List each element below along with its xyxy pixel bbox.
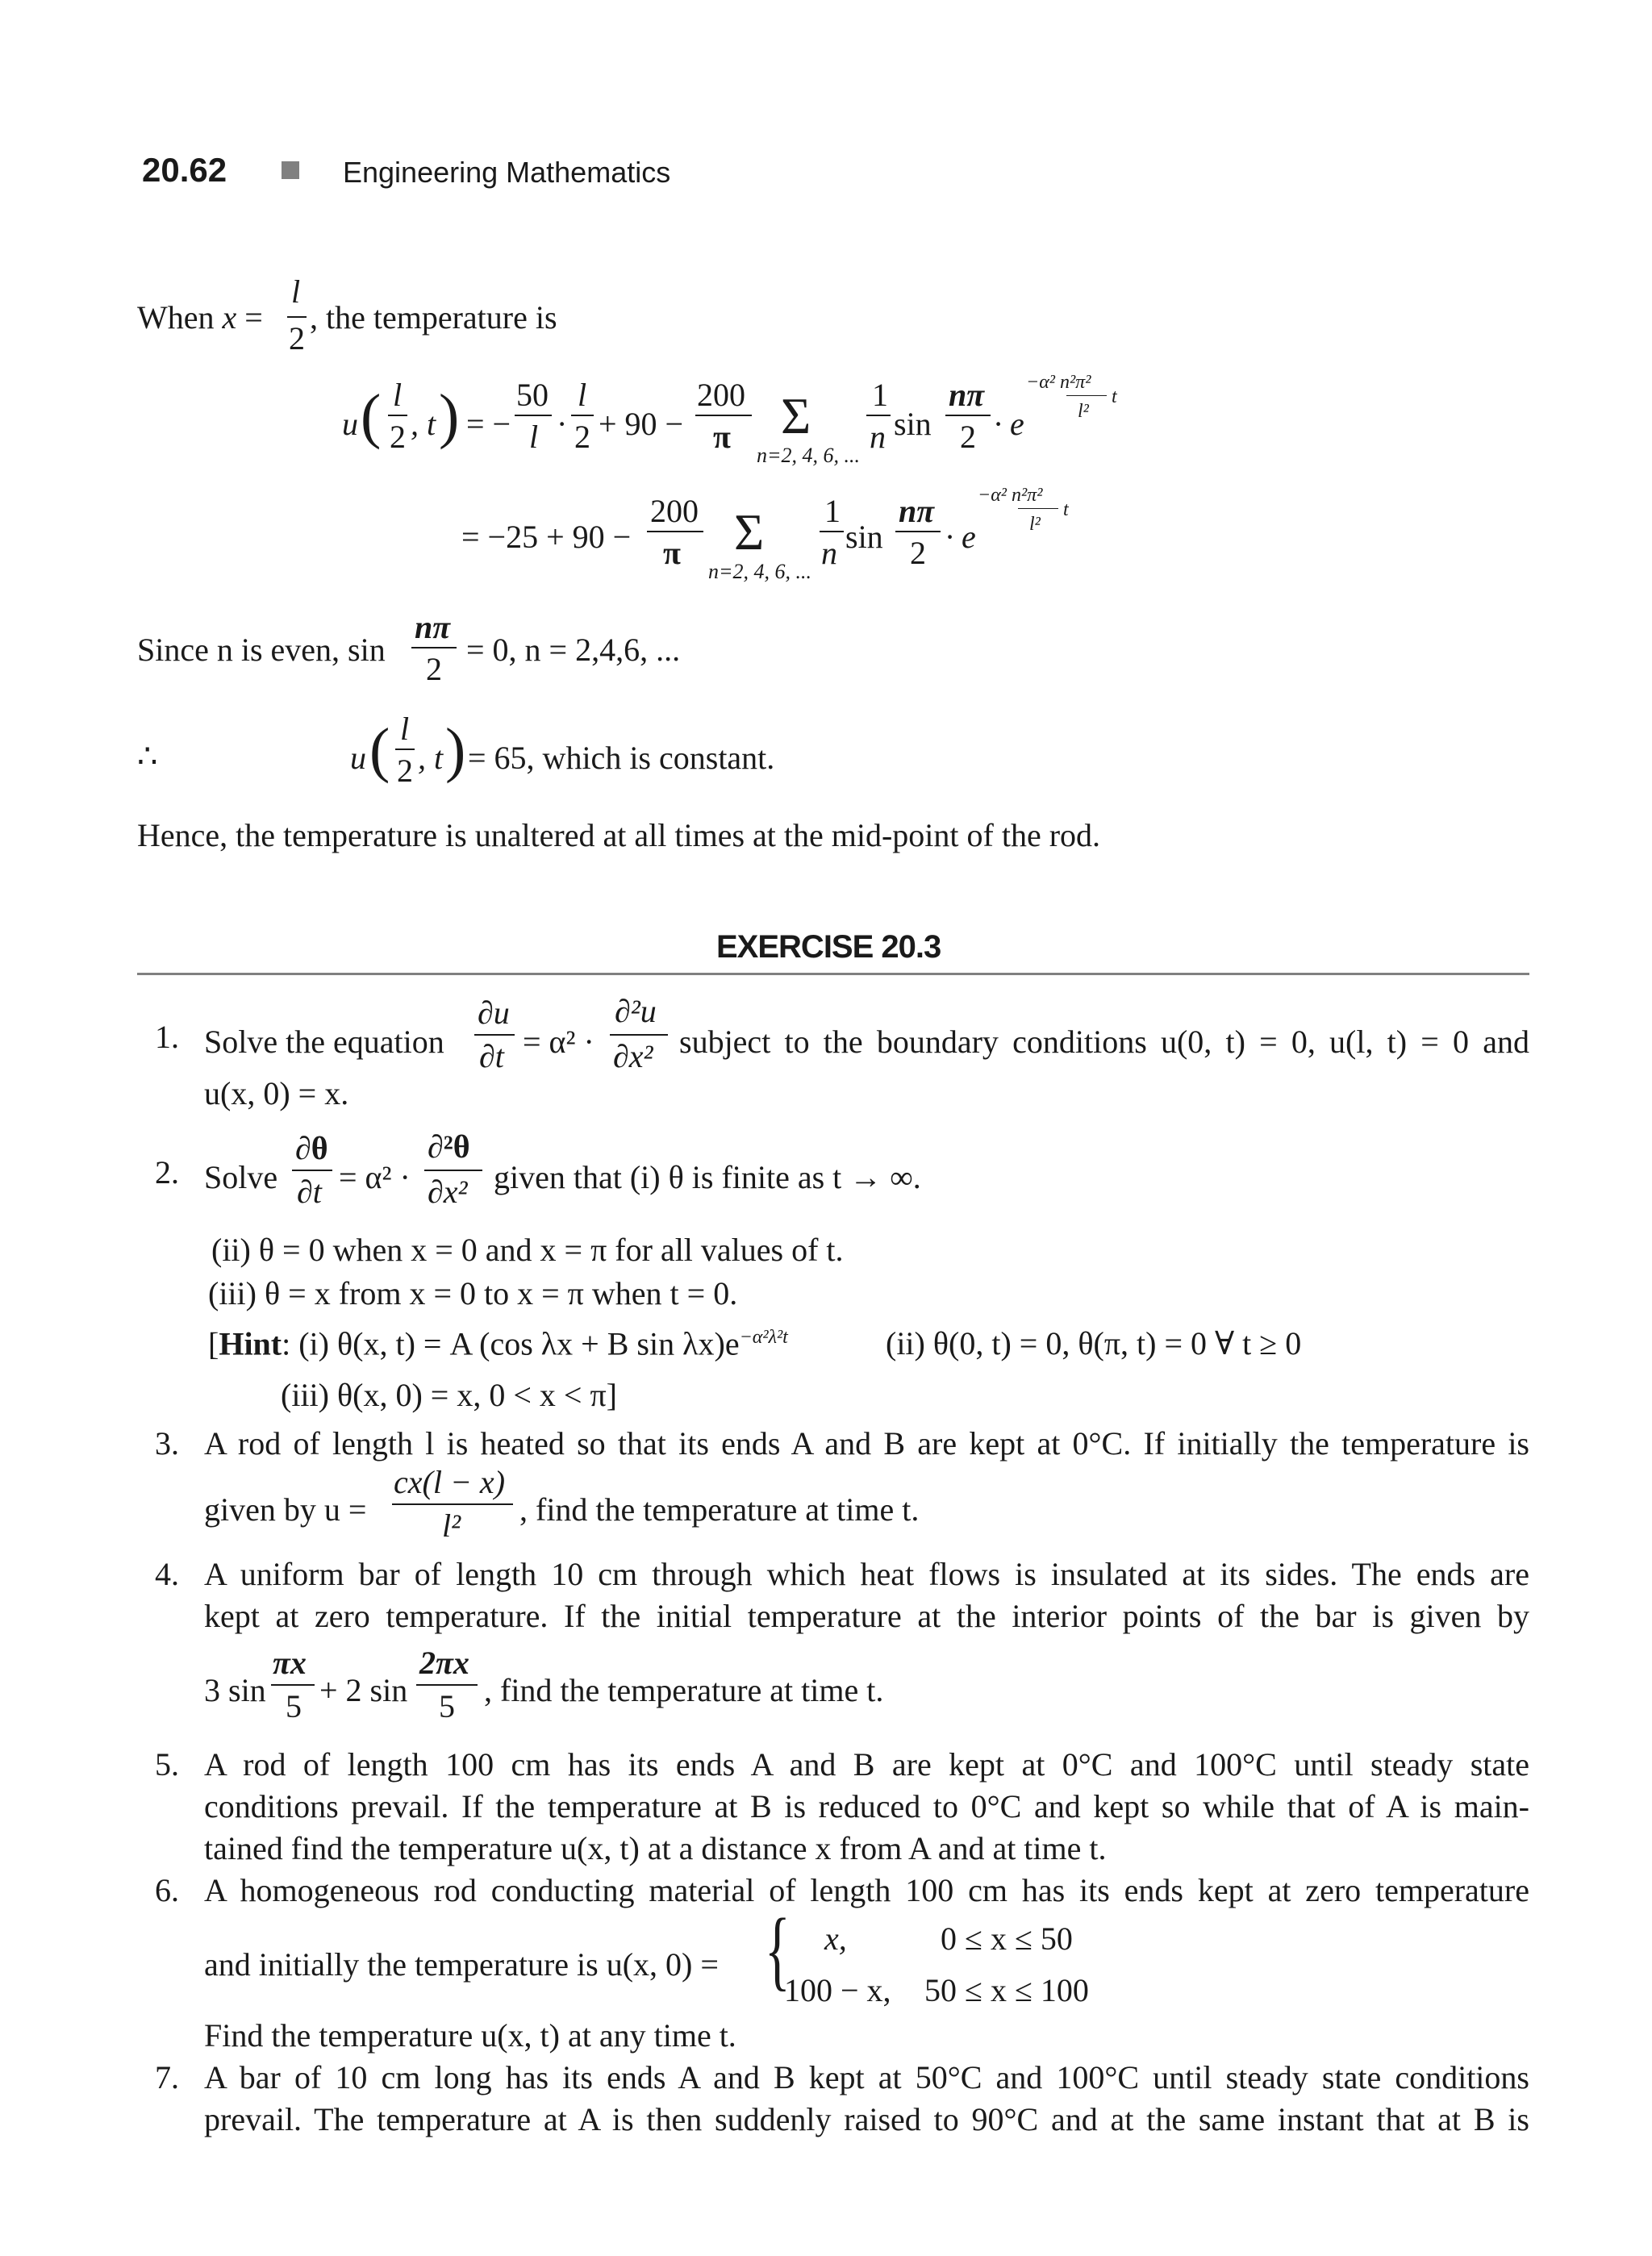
- eq1-l-den: 2: [390, 419, 406, 455]
- p4-five: 5: [439, 1688, 455, 1724]
- p1-dt: ∂t: [479, 1038, 504, 1074]
- since-text: Since n is even, sin: [137, 632, 386, 668]
- p5-line2: conditions prevail. If the temperature at B is reduced to 0°C and kept so while that of A is main-: [204, 1788, 1529, 1824]
- p4-line2: kept at zero temperature. If the initial temperature at the interior points of the bar is given by: [204, 1598, 1529, 1634]
- comma-t: , t: [418, 740, 444, 776]
- exp-den: l²: [1078, 401, 1089, 422]
- fraction-bar: [945, 415, 991, 416]
- p1-lead: Solve the equation: [204, 1024, 444, 1060]
- p7-line2: prevail. The temperature at A is then suddenly raised to 90°C and at the same instant that at B is: [204, 2101, 1529, 2137]
- n-den: n: [870, 419, 886, 455]
- n-den: n: [821, 535, 837, 571]
- since-two: 2: [426, 651, 442, 687]
- p3-line1: A rod of length l is heated so that its ends A and B are kept at 0°C. If initially the temperature is: [204, 1425, 1529, 1462]
- fraction-bar: [895, 531, 941, 532]
- eq1-l-num: l: [393, 377, 403, 413]
- n-pi-den: 2: [910, 535, 926, 571]
- fraction-bar: [474, 1034, 515, 1036]
- fraction-bar: [424, 1170, 482, 1171]
- p2-dtheta: ∂θ: [295, 1130, 328, 1166]
- book-title: Engineering Mathematics: [343, 156, 671, 189]
- problem-number: 1.: [155, 1019, 179, 1055]
- half-l-numerator: l: [291, 273, 301, 310]
- u-symbol: u: [350, 740, 366, 776]
- p6-case2-expr: 100 − x,: [784, 1972, 891, 2008]
- p2-iii: (iii) θ = x from x = 0 to x = π when t = 0.: [208, 1275, 738, 1311]
- p2-hint-line1: [Hint: (i) θ(x, t) = A (cos λx + B $\sin \lambda x)e^{-\alpha^2\lambda^2t}$: [208, 1325, 788, 1362]
- two-hundred-num: 200: [650, 493, 699, 529]
- sin-word: sin: [894, 406, 932, 442]
- p2-dt: ∂t: [297, 1174, 322, 1210]
- pi-den: π: [713, 419, 731, 455]
- plus-ninety: + 90 −: [599, 406, 684, 442]
- since-result: = 0, n = 2,4,6, ...: [466, 632, 681, 668]
- header-square-icon: [282, 161, 299, 179]
- p6-line2: and initially the temperature is u(x, 0) =: [204, 1946, 719, 1983]
- hence-text: Hence, the temperature is unaltered at all times at the mid-point of the rod.: [137, 817, 1101, 853]
- fraction-bar: [515, 415, 552, 416]
- fraction-bar: [271, 1684, 315, 1686]
- n-pi-den: 2: [960, 419, 976, 455]
- therefore-l-den: 2: [397, 753, 413, 789]
- p1-dx2: ∂x²: [613, 1038, 653, 1074]
- p5-line1: A rod of length 100 cm has its ends A and B are kept at 0°C and 100°C until steady state: [204, 1746, 1529, 1783]
- fraction-bar: [1018, 508, 1058, 509]
- two-hundred-num: 200: [697, 377, 745, 413]
- p4-line1: A uniform bar of length 10 cm through which heat flows is insulated at its sides. The ends are: [204, 1556, 1529, 1592]
- exp-t: t: [1063, 499, 1069, 520]
- fraction-bar: [287, 316, 307, 318]
- p1-d2u: ∂²u: [615, 993, 657, 1029]
- p1-line2: u(x, 0) = x.: [204, 1075, 349, 1111]
- sum-index: n=2, 4, 6, ...: [757, 444, 861, 467]
- p1-du: ∂u: [478, 995, 510, 1031]
- p6-case2-cond: 50 ≤ x ≤ 100: [924, 1972, 1089, 2008]
- exercise-title: EXERCISE 20.3: [716, 929, 941, 965]
- p6-line1: A homogeneous rod conducting material of length 100 cm has its ends kept at zero temperature: [204, 1872, 1529, 1908]
- when-label: When x =: [137, 299, 263, 336]
- p4-plus-two-sin: + 2 sin: [319, 1672, 408, 1708]
- l-den-2: 2: [574, 419, 590, 455]
- p3-frac-den: l²: [442, 1507, 461, 1544]
- problem-number: 4.: [155, 1556, 179, 1592]
- p1-eq: = α² ·: [523, 1024, 594, 1060]
- u-symbol: u: [342, 406, 358, 442]
- p2-dx2: ∂x²: [428, 1174, 468, 1210]
- temperature-is-text: , the temperature is: [310, 299, 557, 336]
- problem-number: 5.: [155, 1746, 179, 1783]
- p2-eq: = α² ·: [339, 1159, 411, 1195]
- fraction-bar: [695, 415, 752, 416]
- p2-rest: given that (i) θ is finite as t → ∞.: [494, 1159, 921, 1195]
- fraction-bar: [392, 1503, 513, 1505]
- p4-two-pi-x: 2πx: [419, 1645, 469, 1681]
- fraction-bar: [395, 749, 415, 750]
- eq2-lead: = −25 + 90 −: [461, 519, 632, 555]
- one-num: 1: [872, 377, 888, 413]
- pi-den: π: [663, 535, 681, 571]
- dot-e: · e: [994, 406, 1024, 442]
- p6-line3: Find the temperature u(x, t) at any time t.: [204, 2017, 736, 2054]
- exp-num: −α² n²π²: [978, 485, 1043, 506]
- p3-given: given by u =: [204, 1491, 367, 1528]
- p6-brace: {: [765, 1900, 791, 1999]
- fraction-bar: [1066, 395, 1107, 396]
- sigma-icon: Σ: [734, 503, 765, 561]
- page-number: 20.62: [142, 151, 227, 189]
- fifty-num: 50: [516, 377, 549, 413]
- p3-end: , find the temperature at time t.: [519, 1491, 920, 1528]
- l-num-2: l: [578, 377, 587, 413]
- dot-e: · e: [945, 519, 976, 555]
- problem-number: 6.: [155, 1872, 179, 1908]
- fraction-bar: [416, 1684, 478, 1686]
- equals-minus: = −: [466, 406, 511, 442]
- left-paren: (: [369, 716, 390, 784]
- p2-d2theta: ∂²θ: [428, 1128, 470, 1165]
- therefore-l-num: l: [400, 711, 410, 747]
- fifty-den: l: [529, 419, 539, 455]
- half-l-denominator: 2: [289, 320, 305, 357]
- fraction-bar: [388, 415, 407, 416]
- problem-number: 2.: [155, 1154, 179, 1191]
- p6-case1-cond: 0 ≤ x ≤ 50: [941, 1920, 1073, 1957]
- p2-hint-line2: (ii) θ(0, t) = 0, θ(π, t) = 0 ∀ t ≥ 0: [886, 1325, 1302, 1362]
- right-paren: ): [439, 382, 460, 450]
- fraction-bar: [866, 415, 891, 416]
- one-num: 1: [824, 493, 841, 529]
- exercise-rule: [137, 973, 1529, 975]
- n-pi-num: nπ: [899, 493, 935, 529]
- exp-den: l²: [1029, 514, 1041, 535]
- p4-pi-x: πx: [273, 1645, 307, 1681]
- since-n-pi: nπ: [415, 609, 451, 645]
- sum-index: n=2, 4, 6, ...: [708, 560, 812, 583]
- fraction-bar: [610, 1034, 668, 1036]
- p4-five: 5: [286, 1688, 302, 1724]
- exp-num: −α² n²π²: [1026, 372, 1091, 393]
- sin-word: sin: [845, 519, 883, 555]
- problem-number: 3.: [155, 1425, 179, 1462]
- p3-frac-num: cx(l − x): [394, 1464, 506, 1500]
- fraction-bar: [292, 1170, 332, 1171]
- sigma-icon: Σ: [781, 387, 811, 444]
- p4-three-sin: 3 sin: [204, 1672, 266, 1708]
- p2-hint-line3: (iii) θ(x, 0) = x, 0 < x < π]: [281, 1377, 617, 1413]
- fraction-bar: [571, 415, 594, 416]
- p4-end: , find the temperature at time t.: [484, 1672, 884, 1708]
- therefore-result: = 65, which is constant.: [468, 740, 775, 776]
- p7-line1: A bar of 10 cm long has its ends A and B kept at 50°C and 100°C until steady state conditions: [204, 2059, 1529, 2095]
- p1-rest: subject to the boundary conditions u(0, t) = 0, u(l, t) = 0 and: [679, 1024, 1529, 1060]
- fraction-bar: [820, 531, 844, 532]
- p2-ii: (ii) θ = 0 when x = 0 and x = π for all values of t.: [211, 1232, 844, 1268]
- dot: ·: [557, 406, 568, 442]
- fraction-bar: [411, 647, 457, 648]
- left-paren: (: [361, 382, 382, 450]
- p2-lead: Solve: [204, 1159, 278, 1195]
- fraction-bar: [647, 531, 703, 532]
- n-pi-num: nπ: [949, 377, 985, 413]
- p5-line3: tained find the temperature u(x, t) at a distance x from A and at time t.: [204, 1830, 1107, 1866]
- therefore-icon: ∴: [137, 738, 158, 774]
- p6-case1-expr: x,: [824, 1920, 847, 1957]
- right-paren: ): [445, 716, 466, 784]
- exp-t: t: [1112, 386, 1117, 407]
- comma-t: , t: [411, 406, 436, 442]
- problem-number: 7.: [155, 2059, 179, 2095]
